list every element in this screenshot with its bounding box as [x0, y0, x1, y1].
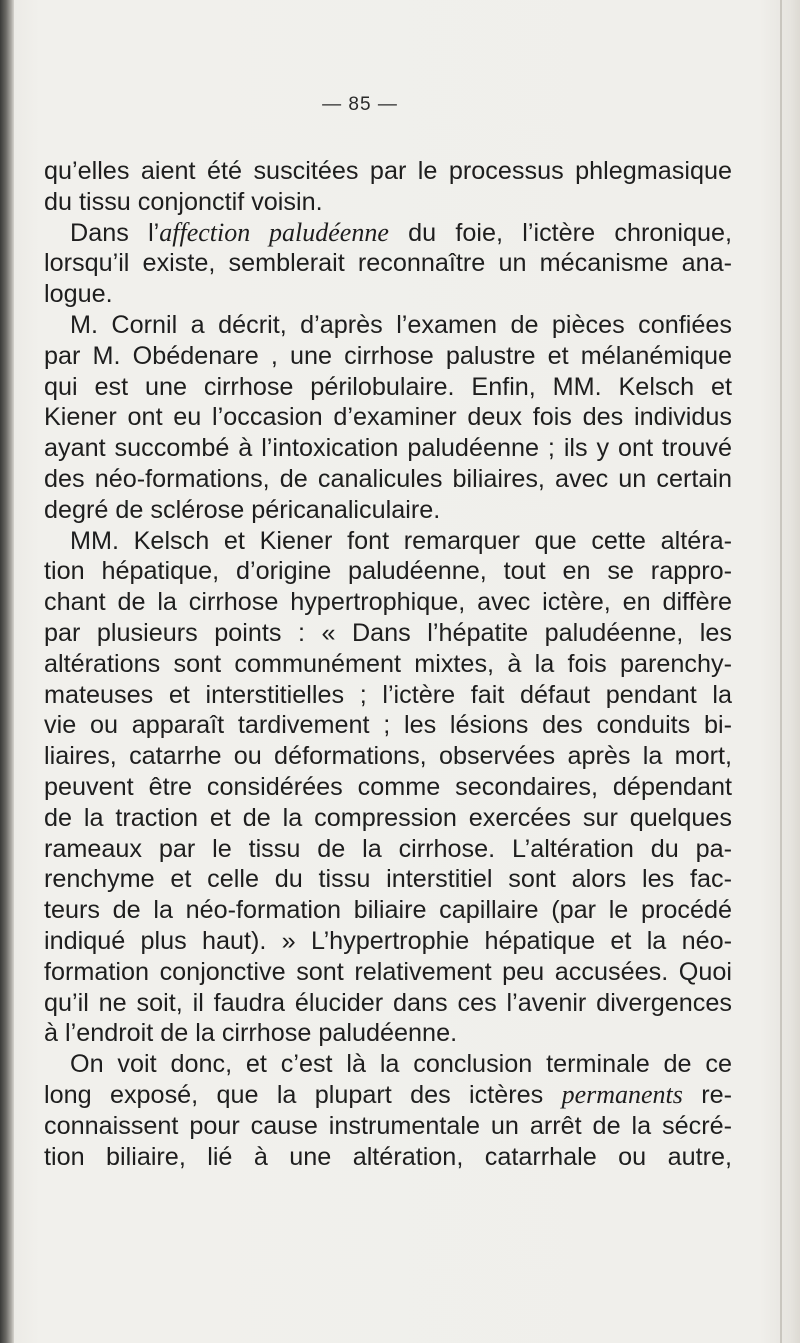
italic-term: affection paludéenne [159, 217, 389, 247]
text-line: tion biliaire, lié à une altération, catarrhale ou autre, [44, 1142, 732, 1171]
text-line: indiqué plus haut). » L’hypertrophie hépatique et la néo- [44, 926, 732, 955]
text-line: de la traction et de la compression exercées sur quelques [44, 803, 732, 832]
text-line: chant de la cirrhose hypertrophique, avec ictère, en diffère [44, 588, 732, 617]
text-line: du tissu conjonctif voisin. [44, 187, 323, 216]
text-run: du foie, l’ictère chronique, [388, 218, 732, 247]
text-line: tion hépatique, d’origine paludéenne, tout en se rappro- [44, 557, 732, 586]
page-binding-shadow [0, 0, 14, 1343]
text-line: vie ou apparaît tardivement ; les lésions des conduits bi- [44, 711, 732, 740]
text-line: teurs de la néo-formation biliaire capillaire (par le procédé [44, 896, 732, 925]
text-line: MM. Kelsch et Kiener font remarquer que cette altéra- [70, 526, 732, 555]
text-line: degré de sclérose péricanaliculaire. [44, 495, 441, 524]
text-line [44, 1080, 732, 1111]
text-line: par plusieurs points : « Dans l’hépatite paludéenne, les [44, 618, 732, 647]
text-line: renchyme et celle du tissu interstitiel sont alors les fac- [44, 865, 732, 894]
page-number: — 85 — [322, 94, 398, 115]
text-run: long exposé, que la plupart des ictères [44, 1080, 562, 1109]
text-line [44, 218, 732, 249]
text-line: Kiener ont eu l’occasion d’examiner deux fois des individus [44, 403, 732, 432]
italic-term: permanents [561, 1079, 683, 1109]
text-line: ayant succombé à l’intoxication paludéenne ; ils y ont trouvé [44, 434, 732, 463]
text-line: à l’endroit de la cirrhose paludéenne. [44, 1019, 458, 1048]
text-line: On voit donc, et c’est là la conclusion terminale de ce [70, 1050, 732, 1079]
body-text [44, 156, 732, 1172]
text-line: mateuses et interstitielles ; l’ictère fait défaut pendant la [44, 680, 732, 709]
text-line: lorsqu’il existe, semblerait reconnaître un mécanisme ana- [44, 249, 732, 278]
text-line: qu’il ne soit, il faudra élucider dans ces l’avenir divergences [44, 988, 732, 1017]
text-run: re- [682, 1080, 732, 1109]
text-line: rameaux par le tissu de la cirrhose. L’altération du pa- [44, 834, 732, 863]
text-line: connaissent pour cause instrumentale un arrêt de la sécré- [44, 1111, 732, 1140]
text-line: qu’elles aient été suscitées par le processus phlegmasique [44, 157, 732, 185]
text-line: des néo-formations, de canalicules biliaires, avec un certain [44, 464, 732, 493]
text-run: Dans l’ [70, 218, 160, 247]
text-line: liaires, catarrhe ou déformations, observées après la mort, [44, 742, 732, 771]
text-line: peuvent être considérées comme secondaires, dépendant [44, 772, 732, 801]
text-line: altérations sont communément mixtes, à la fois parenchy- [44, 649, 732, 678]
text-line: logue. [44, 280, 113, 309]
text-line: M. Cornil a décrit, d’après l’examen de pièces confiées [70, 310, 732, 339]
text-line: par M. Obédenare , une cirrhose palustre et mélanémique [44, 341, 732, 370]
text-line: formation conjonctive sont relativement peu accusées. Quoi [44, 957, 732, 986]
text-line: qui est une cirrhose périlobulaire. Enfin, MM. Kelsch et [44, 372, 732, 401]
page-edge [780, 0, 782, 1343]
